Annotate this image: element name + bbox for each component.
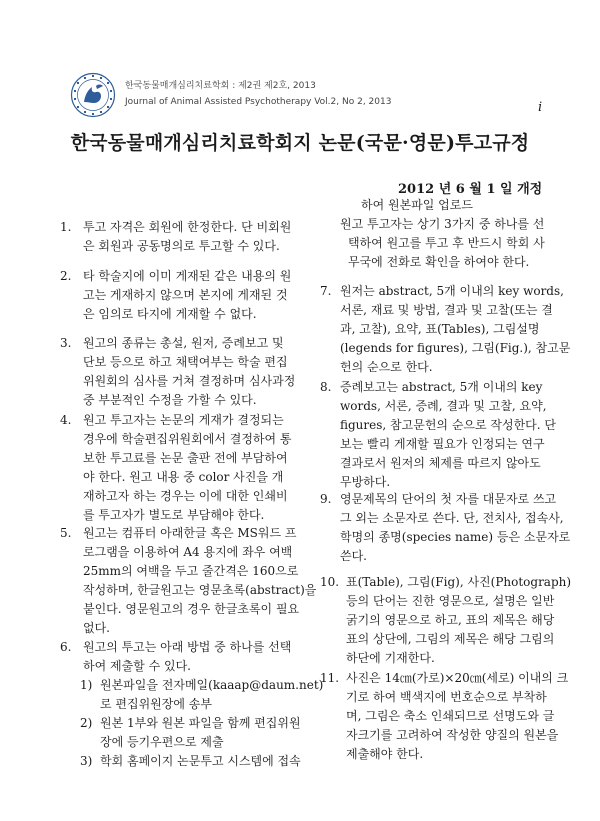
rule-line: 자크기를 고려하여 작성한 양질의 원본을 — [346, 728, 559, 742]
submission-method-2 — [80, 714, 310, 752]
rule-line: 원고 투고자는 논문의 게재가 결정되는 — [83, 413, 284, 427]
rule-number: 4. — [60, 413, 72, 427]
rule-line: 원고의 투고는 아래 방법 중 하나를 선택 — [83, 640, 292, 654]
rule-line: 위원회의 심사를 거쳐 결정하며 심사과정 — [83, 374, 296, 388]
rule-line: 고는 게재하지 않으며 본지에 게재된 것 — [83, 288, 288, 302]
note-line: 원고 투고자는 상기 3가지 중 하나를 선 — [340, 217, 545, 231]
rule-line: 로그램을 이용하여 A4 용지에 좌우 여백 — [83, 545, 293, 559]
rule-line: 은 회원과 공동명의로 투고할 수 있다. — [83, 239, 280, 253]
rule-line: 사진은 14㎝(가로)×20㎝(세로) 이내의 크 — [346, 671, 569, 685]
document-title: 한국동물매개심리치료학회지 논문(국문·영문)투고규정 — [70, 132, 530, 154]
note-line: 무국에 전화로 확인을 하여야 한다. — [348, 255, 530, 269]
submission-confirmation-note — [340, 215, 560, 272]
rule-line: 그 외는 소문자로 쓴다. 단, 전치사, 접속사, — [340, 511, 564, 525]
society-logo-icon — [70, 72, 116, 118]
rule-line: 투고 자격은 회원에 한정한다. 단 비회원 — [83, 220, 292, 234]
submission-method-3-continued — [361, 196, 561, 215]
rule-line: 며, 그림은 축소 인쇄되므로 선명도와 글 — [346, 709, 555, 723]
rule-line: 하여 제출할 수 있다. — [83, 659, 191, 673]
rule-line: words, 서론, 증례, 결과 및 고찰, 요약, — [340, 399, 547, 413]
rule-number: 3. — [60, 336, 72, 350]
rule-item-3 — [60, 334, 310, 410]
submission-method-3 — [80, 752, 310, 771]
rule-line: 제출해야 한다. — [346, 747, 424, 761]
revision-date: 2012 년 6 월 1 일 개정 — [398, 182, 543, 197]
rule-line: 결과로서 원저의 체제를 따르지 않아도 — [340, 456, 541, 470]
rule-line: 하단에 기재한다. — [346, 651, 435, 665]
rule-item-10 — [320, 573, 572, 668]
rule-line: 작성하며, 한글원고는 영문초록(abstract)을 — [83, 583, 317, 597]
journal-title-korean: 한국동물매개심리치료학회 : 제2권 제2호, 2013 — [125, 81, 316, 91]
rule-line: 쓴다. — [340, 549, 367, 563]
rule-line: 굵기의 영문으로 하고, 표의 제목은 해당 — [346, 613, 555, 627]
rule-line: 없다. — [83, 621, 110, 635]
rule-line: figures, 참고문헌의 순으로 작성한다. 단 — [340, 418, 556, 432]
rule-line: 야 한다. 원고 내용 중 color 사진을 개 — [83, 470, 284, 484]
journal-info — [125, 78, 391, 110]
rule-line: 증례보고는 abstract, 5개 이내의 key — [340, 380, 543, 394]
rule-line: 과, 고찰), 요약, 표(Tables), 그림설명 — [340, 322, 540, 336]
rule-line: 기로 하여 백색지에 번호순으로 부착하 — [346, 690, 547, 704]
rule-line: 무방하다. — [340, 475, 391, 489]
method-number: 2) — [80, 716, 93, 730]
method-number: 1) — [80, 678, 93, 692]
rule-number: 2. — [60, 269, 72, 283]
rule-number: 6. — [60, 640, 72, 654]
rule-line: 붙인다. 영문원고의 경우 한글초록이 필요 — [83, 602, 300, 616]
note-line: 택하여 원고를 투고 후 반드시 학회 사 — [348, 236, 545, 250]
rule-line: 학명의 종명(species name) 등은 소문자로 — [340, 530, 571, 544]
rule-line: 등의 단어는 진한 영문으로, 설명은 일반 — [346, 594, 555, 608]
rule-line: 25mm의 여백을 두고 줄간격은 160으로 — [83, 564, 299, 578]
rule-number: 8. — [320, 380, 332, 394]
journal-header — [70, 72, 550, 118]
rule-item-6 — [60, 638, 310, 676]
method-line: 장에 등기우편으로 제출 — [100, 735, 224, 749]
rule-number: 11. — [320, 671, 340, 685]
rule-item-1 — [60, 218, 310, 256]
rule-line: 표(Table), 그림(Fig), 사진(Photograph) — [346, 575, 572, 589]
rule-item-11 — [320, 669, 569, 764]
rule-number: 9. — [320, 492, 332, 506]
rule-line: 원고의 종류는 총설, 원저, 증례보고 및 — [83, 336, 284, 350]
rule-line: 경우에 학술편집위원회에서 결정하여 통 — [83, 432, 292, 446]
rule-line: 헌의 순으로 한다. — [340, 360, 433, 374]
rule-item-4 — [60, 411, 310, 525]
method-line: 원본 1부와 원본 파일을 함께 편집위원 — [100, 716, 301, 730]
rule-item-5 — [60, 524, 317, 638]
rule-line: (legends for figures), 그림(Fig.), 참고문 — [340, 341, 571, 355]
rule-line: 중 부분적인 수정을 가할 수 있다. — [83, 393, 257, 407]
rule-line: 재하고자 하는 경우는 이에 대한 인쇄비 — [83, 489, 288, 503]
rule-line: 서론, 재료 및 방법, 결과 및 고찰(또는 결 — [340, 303, 553, 317]
submission-method-1 — [80, 676, 324, 714]
rule-number: 5. — [60, 526, 72, 540]
rule-number: 10. — [320, 575, 340, 589]
rule-line: 원고는 컴퓨터 아래한글 혹은 MS워드 프 — [83, 526, 297, 540]
method-number: 3) — [80, 754, 93, 768]
journal-title-english: Journal of Animal Assisted Psychotherapy Vol.2, No 2, 2013 — [125, 97, 392, 107]
rule-item-8 — [320, 378, 560, 492]
method-line: 로 편집위원장에 송부 — [100, 697, 212, 711]
rule-line: 를 투고자가 별도로 부담해야 한다. — [83, 508, 265, 522]
rule-line: 표의 상단에, 그림의 제목은 해당 그림의 — [346, 632, 555, 646]
rule-item-2 — [60, 267, 310, 324]
method-line: 하여 원본파일 업로드 — [361, 198, 473, 212]
rule-line: 보는 빨리 게재할 필요가 인정되는 연구 — [340, 437, 545, 451]
page-number: i — [538, 100, 543, 115]
rule-line: 보한 투고료를 논문 출판 전에 부담하여 — [83, 451, 288, 465]
rule-line: 영문제목의 단어의 첫 자를 대문자로 쓰고 — [340, 492, 557, 506]
rule-line: 단보 등으로 하고 채택여부는 학술 편집 — [83, 355, 288, 369]
rule-line: 원저는 abstract, 5개 이내의 key words, — [340, 284, 564, 298]
method-line: 학회 홈페이지 논문투고 시스템에 접속 — [100, 754, 301, 768]
rule-item-9 — [320, 490, 571, 566]
rule-number: 7. — [320, 284, 332, 298]
rule-item-7 — [320, 282, 571, 377]
rule-line: 타 학술지에 이미 게재된 같은 내용의 원 — [83, 269, 292, 283]
rule-number: 1. — [60, 220, 72, 234]
method-line: 원본파일을 전자메일(kaaap@daum.net) — [100, 678, 324, 692]
rule-line: 은 임의로 타지에 게재할 수 없다. — [83, 307, 257, 321]
